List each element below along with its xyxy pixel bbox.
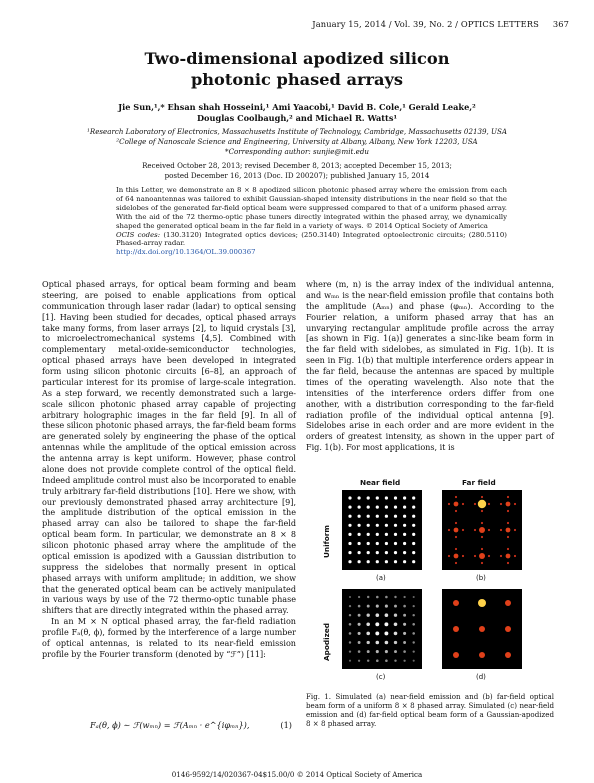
- running-header-text: January 15, 2014 / Vol. 39, No. 2 / OPTICS LETTERS: [312, 19, 539, 29]
- corresponding-author: *Corresponding author: sunjie@mit.edu: [225, 147, 369, 157]
- far-field-sidelobe: [507, 562, 509, 564]
- near-field-spot: [403, 515, 406, 518]
- near-field-spot: [367, 560, 370, 563]
- near-field-spot: [413, 596, 415, 598]
- near-field-spot: [412, 515, 415, 518]
- far-field-label: Far field: [462, 478, 496, 487]
- near-field-spot: [349, 641, 351, 643]
- affiliation-1: ¹Research Laboratory of Electronics, Massachusetts Institute of Technology, Cambridge, Massachusetts 02139, USA: [87, 127, 507, 136]
- affiliation-2: ²College of Nanoscale Science and Engineering, University at Albany, Albany, New York 12203, USA: [116, 137, 478, 147]
- near-field-spot: [412, 542, 415, 545]
- near-field-spot: [358, 623, 361, 626]
- near-field-spot: [367, 596, 369, 598]
- near-field-spot: [412, 641, 414, 643]
- near-field-spot: [367, 650, 370, 653]
- author-list: [60, 102, 534, 125]
- panel-d-far-apodized: [442, 589, 522, 669]
- near-field-spot: [349, 632, 352, 635]
- far-field-order: [479, 626, 485, 632]
- near-field-spot: [376, 515, 379, 518]
- subfig-c-label: (c): [376, 673, 386, 681]
- near-field-spot: [376, 613, 380, 617]
- near-field-spot: [403, 632, 406, 635]
- subfig-b-label: (b): [476, 574, 486, 582]
- far-field-sidelobe: [462, 555, 464, 557]
- far-field-sidelobe: [481, 548, 483, 550]
- near-field-spot: [385, 496, 388, 499]
- far-field-order: [453, 600, 459, 606]
- near-field-spot: [394, 641, 397, 644]
- title-line-1: Two-dimensional apodized silicon: [144, 49, 450, 68]
- far-field-order: [453, 652, 459, 658]
- near-field-spot: [412, 623, 415, 626]
- near-field-spot: [376, 650, 379, 653]
- near-field-spot: [394, 623, 398, 627]
- near-field-spot: [412, 533, 415, 536]
- near-field-spot: [394, 650, 397, 653]
- near-field-spot: [376, 659, 379, 662]
- near-field-spot: [394, 515, 397, 518]
- near-field-spot: [367, 542, 370, 545]
- near-field-spot: [367, 551, 370, 554]
- near-field-spot: [349, 660, 351, 662]
- far-field-sidelobe: [514, 529, 516, 531]
- figure-1: [314, 478, 554, 683]
- far-field-sidelobe: [455, 510, 457, 512]
- near-field-spot: [376, 551, 379, 554]
- far-field-sidelobe: [488, 529, 490, 531]
- near-field-spot: [403, 533, 406, 536]
- near-field-spot: [385, 613, 389, 617]
- right-column: [306, 279, 554, 453]
- near-field-spot: [385, 659, 388, 662]
- far-field-sidelobe: [474, 503, 476, 505]
- near-field-spot: [403, 641, 406, 644]
- subfig-a-label: (a): [376, 574, 386, 582]
- far-field-sidelobe: [448, 555, 450, 557]
- near-field-spot: [394, 614, 397, 617]
- near-field-spot: [413, 660, 415, 662]
- uniform-row-label: Uniform: [322, 524, 331, 558]
- near-field-spot: [367, 605, 370, 608]
- far-field-order: [505, 600, 511, 606]
- near-field-spot: [412, 560, 415, 563]
- near-field-spot: [367, 496, 370, 499]
- far-field-order: [505, 652, 511, 658]
- near-field-spot: [394, 542, 397, 545]
- left-column: [42, 279, 296, 660]
- far-field-sidelobe: [474, 555, 476, 557]
- near-field-spot: [358, 524, 361, 527]
- near-field-spot: [348, 496, 351, 499]
- near-field-spot: [367, 524, 370, 527]
- page-footer: 0146-9592/14/020367-04$15.00/0 © 2014 Optical Society of America: [171, 770, 423, 779]
- far-field-sidelobe: [474, 529, 476, 531]
- dates-line-2: posted December 16, 2013 (Doc. ID 200207); published January 15, 2014: [164, 171, 430, 181]
- near-field-spot: [376, 506, 379, 509]
- near-field-spot: [367, 515, 370, 518]
- panel-a-near-uniform: [342, 490, 422, 570]
- far-field-sidelobe: [500, 555, 502, 557]
- far-field-order: [454, 502, 459, 507]
- near-field-spot: [349, 623, 352, 626]
- equation-number: (1): [280, 720, 292, 730]
- near-field-spot: [385, 650, 388, 653]
- far-field-order: [453, 626, 459, 632]
- near-field-spot: [394, 605, 397, 608]
- near-field-spot: [376, 605, 379, 608]
- near-field-spot: [375, 622, 379, 626]
- authors-line-1: Jie Sun,¹,* Ehsan shah Hosseini,¹ Ami Yaacobi,¹ David B. Cole,¹ Gerald Leake,²: [118, 102, 476, 112]
- near-field-spot: [403, 660, 405, 662]
- far-field-sidelobe: [455, 496, 457, 498]
- near-field-spot: [394, 632, 398, 636]
- far-field-sidelobe: [462, 529, 464, 531]
- far-field-order: [478, 599, 486, 607]
- near-field-spot: [394, 496, 397, 499]
- far-field-order: [454, 554, 459, 559]
- near-field-spot: [358, 614, 361, 617]
- near-field-spot: [366, 623, 370, 627]
- near-field-spot: [348, 542, 351, 545]
- near-field-spot: [385, 641, 389, 645]
- near-field-spot: [384, 622, 388, 626]
- near-field-spot: [412, 614, 414, 616]
- near-field-spot: [385, 533, 388, 536]
- publication-dates: [80, 161, 514, 182]
- near-field-spot: [385, 542, 388, 545]
- near-field-spot: [358, 515, 361, 518]
- near-field-spot: [367, 641, 370, 644]
- near-field-spot: [385, 506, 388, 509]
- near-field-spot: [403, 542, 406, 545]
- near-field-spot: [412, 524, 415, 527]
- ocis-label: OCIS codes:: [116, 230, 161, 239]
- far-field-order: [505, 626, 511, 632]
- near-field-spot: [412, 496, 415, 499]
- near-field-spot: [358, 632, 361, 635]
- near-field-spot: [385, 560, 388, 563]
- near-field-spot: [384, 631, 388, 635]
- far-field-sidelobe: [455, 548, 457, 550]
- near-field-spot: [367, 659, 369, 661]
- near-field-spot: [403, 524, 406, 527]
- ocis-codes: (130.3120) Integrated optics devices; (250.3140) Integrated optoelectronic circuits; (280.5110) Phased-array radar.: [116, 230, 507, 248]
- near-field-spot: [385, 596, 388, 599]
- affiliations: [60, 127, 534, 158]
- near-field-spot: [367, 506, 370, 509]
- far-field-sidelobe: [481, 522, 483, 524]
- near-field-spot: [394, 551, 397, 554]
- near-field-spot: [413, 650, 415, 652]
- near-field-spot: [358, 506, 361, 509]
- near-field-spot: [358, 542, 361, 545]
- far-field-sidelobe: [514, 503, 516, 505]
- far-field-sidelobe: [500, 529, 502, 531]
- dates-line-1: Received October 28, 2013; revised December 8, 2013; accepted December 15, 2013;: [142, 161, 452, 170]
- near-field-spot: [394, 524, 397, 527]
- far-field-sidelobe: [481, 510, 483, 512]
- far-field-order: [506, 554, 511, 559]
- near-field-spot: [412, 551, 415, 554]
- authors-line-2: Douglas Coolbaugh,² and Michael R. Watts¹: [196, 113, 398, 124]
- panel-b-far-uniform: [442, 490, 522, 570]
- near-field-spot: [358, 660, 360, 662]
- far-field-sidelobe: [448, 503, 450, 505]
- near-field-spot: [376, 641, 380, 645]
- near-field-spot: [367, 614, 370, 617]
- far-field-order: [454, 528, 459, 533]
- near-field-spot: [376, 596, 379, 599]
- near-field-spot: [413, 605, 415, 607]
- far-field-sidelobe: [462, 503, 464, 505]
- near-field-spot: [385, 551, 388, 554]
- near-field-spot: [376, 560, 379, 563]
- near-field-spot: [412, 506, 415, 509]
- near-field-spot: [403, 650, 406, 653]
- near-field-spot: [394, 596, 396, 598]
- near-field-spot: [358, 560, 361, 563]
- page-number: 367: [552, 19, 569, 29]
- doi-link[interactable]: http://dx.doi.org/10.1364/OL.39.000367: [116, 248, 256, 257]
- far-field-sidelobe: [500, 503, 502, 505]
- far-field-sidelobe: [514, 555, 516, 557]
- near-field-spot: [358, 496, 361, 499]
- near-field-spot: [348, 515, 351, 518]
- near-field-spot: [385, 515, 388, 518]
- far-field-order: [479, 652, 485, 658]
- far-field-sidelobe: [507, 496, 509, 498]
- near-field-spot: [403, 605, 406, 608]
- far-field-sidelobe: [507, 536, 509, 538]
- near-field-spot: [348, 560, 351, 563]
- near-field-spot: [348, 506, 351, 509]
- near-field-spot: [376, 542, 379, 545]
- near-field-spot: [385, 605, 388, 608]
- near-field-spot: [358, 650, 361, 653]
- near-field-spot: [403, 551, 406, 554]
- near-field-spot: [412, 632, 415, 635]
- panel-a-spots: [348, 496, 415, 563]
- far-field-sidelobe: [507, 522, 509, 524]
- apodized-row-label: Apodized: [322, 622, 331, 661]
- abstract-text: In this Letter, we demonstrate an 8 × 8 apodized silicon photonic phased array where the emission from each of 64 nanoantennas was tailored to exhibit Gaussian-shaped intensity distributions in the near field so that the sidelobes of the generated far-field optical beam were suppressed compared to that of a uniform phased array. With the aid of the 72 thermo-optic phase tuners directly integrated within the phased array, we dynamically shaped the generated optical beam in the far field in a variety of ways. © 2014 Optical Society of America: [116, 186, 507, 230]
- panel-c-near-apodized: [342, 589, 422, 669]
- near-field-spot: [385, 524, 388, 527]
- near-field-spot: [394, 659, 396, 661]
- subfig-d-label: (d): [476, 673, 486, 681]
- near-field-spot: [376, 524, 379, 527]
- near-field-spot: [349, 605, 351, 607]
- panel-b-spots: [448, 496, 516, 564]
- near-field-spot: [366, 632, 370, 636]
- right-paragraph: where (m, n) is the array index of the individual antenna, and wₘₙ is the near-field emission profile that contains both the amplitude (Aₘₙ) and phase (φₘₙ). According to the Fourier relation, a uniform phased array that has an unvarying rectangular amplitude profile across the array [as shown in Fig. 1(a)] generates a sinc-like beam form in the far field with sidelobes, as simulated in Fig. 1(b). It is seen in Fig. 1(b) that multiple interference orders appear in the far field, because the antennas are spaced by multiple times of the operating wavelength. Also note that the intensities of the interference orders differ from one another, with a distribution corresponding to the far-field radiation profile of the individual optical antenna [9]. Sidelobes arise in each order and are more evident in the orders of greatest intensity, as shown in the upper part of Fig. 1(b). For most applications, it is: [306, 279, 554, 453]
- near-field-spot: [348, 551, 351, 554]
- abstract: [116, 186, 507, 257]
- near-field-spot: [349, 650, 351, 652]
- near-field-spot: [358, 551, 361, 554]
- far-field-sidelobe: [481, 562, 483, 564]
- near-field-spot: [403, 560, 406, 563]
- near-field-spot: [394, 533, 397, 536]
- figure-caption: Fig. 1. Simulated (a) near-field emission and (b) far-field optical beam form of a uniform 8 × 8 phased array. Simulated (c) near-field emission and (d) far-field optical beam form of a Gaussian-apodized 8 × 8 phased array.: [306, 692, 554, 728]
- far-field-order: [479, 553, 485, 559]
- near-field-spot: [349, 596, 351, 598]
- near-field-spot: [358, 596, 360, 598]
- near-field-spot: [348, 524, 351, 527]
- far-field-sidelobe: [507, 548, 509, 550]
- far-field-sidelobe: [455, 562, 457, 564]
- near-field-spot: [394, 560, 397, 563]
- near-field-spot: [376, 496, 379, 499]
- far-field-sidelobe: [507, 510, 509, 512]
- near-field-spot: [376, 533, 379, 536]
- near-field-spot: [403, 623, 406, 626]
- theory-paragraph: In an M × N optical phased array, the far-field radiation profile Fₐ(θ, ϕ), formed by the interference of a large number of optical antennas, is related to its near-field emission profile by the Fourier transform (denoted by “ℱ”) [11]:: [42, 616, 296, 659]
- panel-c-spots: [349, 596, 415, 662]
- paper-title: [0, 48, 594, 90]
- near-field-spot: [403, 496, 406, 499]
- near-field-spot: [348, 533, 351, 536]
- title-line-2: photonic phased arrays: [190, 70, 404, 89]
- near-field-spot: [403, 614, 406, 617]
- near-field-spot: [358, 533, 361, 536]
- far-field-sidelobe: [481, 496, 483, 498]
- panel-d-spots: [453, 599, 511, 658]
- far-field-order: [506, 502, 511, 507]
- near-field-spot: [358, 605, 361, 608]
- near-field-spot: [367, 533, 370, 536]
- far-field-sidelobe: [455, 522, 457, 524]
- near-field-spot: [358, 641, 361, 644]
- running-header: [312, 19, 569, 29]
- far-field-sidelobe: [481, 536, 483, 538]
- far-field-sidelobe: [488, 503, 490, 505]
- near-field-spot: [394, 506, 397, 509]
- intro-paragraph: Optical phased arrays, for optical beam forming and beam steering, are poised to enable applications from optical communication through laser radar (ladar) to optical sensing [1]. Having been studied for decades, optical phased arrays take many forms, from laser arrays [2], to liquid crystals [3], to microelectromechanical systems [4,5]. Combined with complementary metal-oxide-semiconductor technologies, optical phased arrays have been developed in integrated form using silicon photonic circuits [6–8], an approach of particular interest for its promise of large-scale integration. As a step forward, we recently demonstrated such a large-scale silicon photonic phased array capable of projecting arbitrary holographic images in the far field [9]. In all of these silicon photonic phased arrays, the far-field beam forms are generated solely by engineering the phase of the optical antennas while the amplitude of the optical emission across the antenna array is kept uniform. However, phase control alone does not provide complete control of the optical field. Indeed amplitude control must also be incorporated to enable truly arbitrary far-field distributions [10]. Here we show, with our previously demonstrated phased array architecture [9], the amplitude distribution of the optical emission in the phased array can also be tailored to shape the far-field optical beam form. In particular, we demonstrate an 8 × 8 silicon photonic phased array where the amplitude of the optical emission is apodized with a Gaussian distribution to suppress the sidelobes that normally present in optical phased arrays with uniform amplitude; in addition, we show that the generated optical beam can be actively manipulated in various ways by use of the 72 thermo-optic tunable phase shifters that are directly integrated within the phased array.: [42, 279, 296, 616]
- near-field-spot: [375, 631, 379, 635]
- far-field-order: [478, 500, 486, 508]
- far-field-order: [479, 527, 485, 533]
- near-field-spot: [403, 596, 405, 598]
- near-field-label: Near field: [360, 478, 401, 487]
- far-field-sidelobe: [455, 536, 457, 538]
- near-field-spot: [349, 614, 351, 616]
- far-field-sidelobe: [488, 555, 490, 557]
- far-field-sidelobe: [448, 529, 450, 531]
- equation-expression: Fₐ(θ, ϕ) ∼ ℱ(wₘₙ) = ℱ(Aₘₙ · e^{iφₘₙ}),: [90, 720, 250, 730]
- near-field-spot: [403, 506, 406, 509]
- far-field-order: [506, 528, 511, 533]
